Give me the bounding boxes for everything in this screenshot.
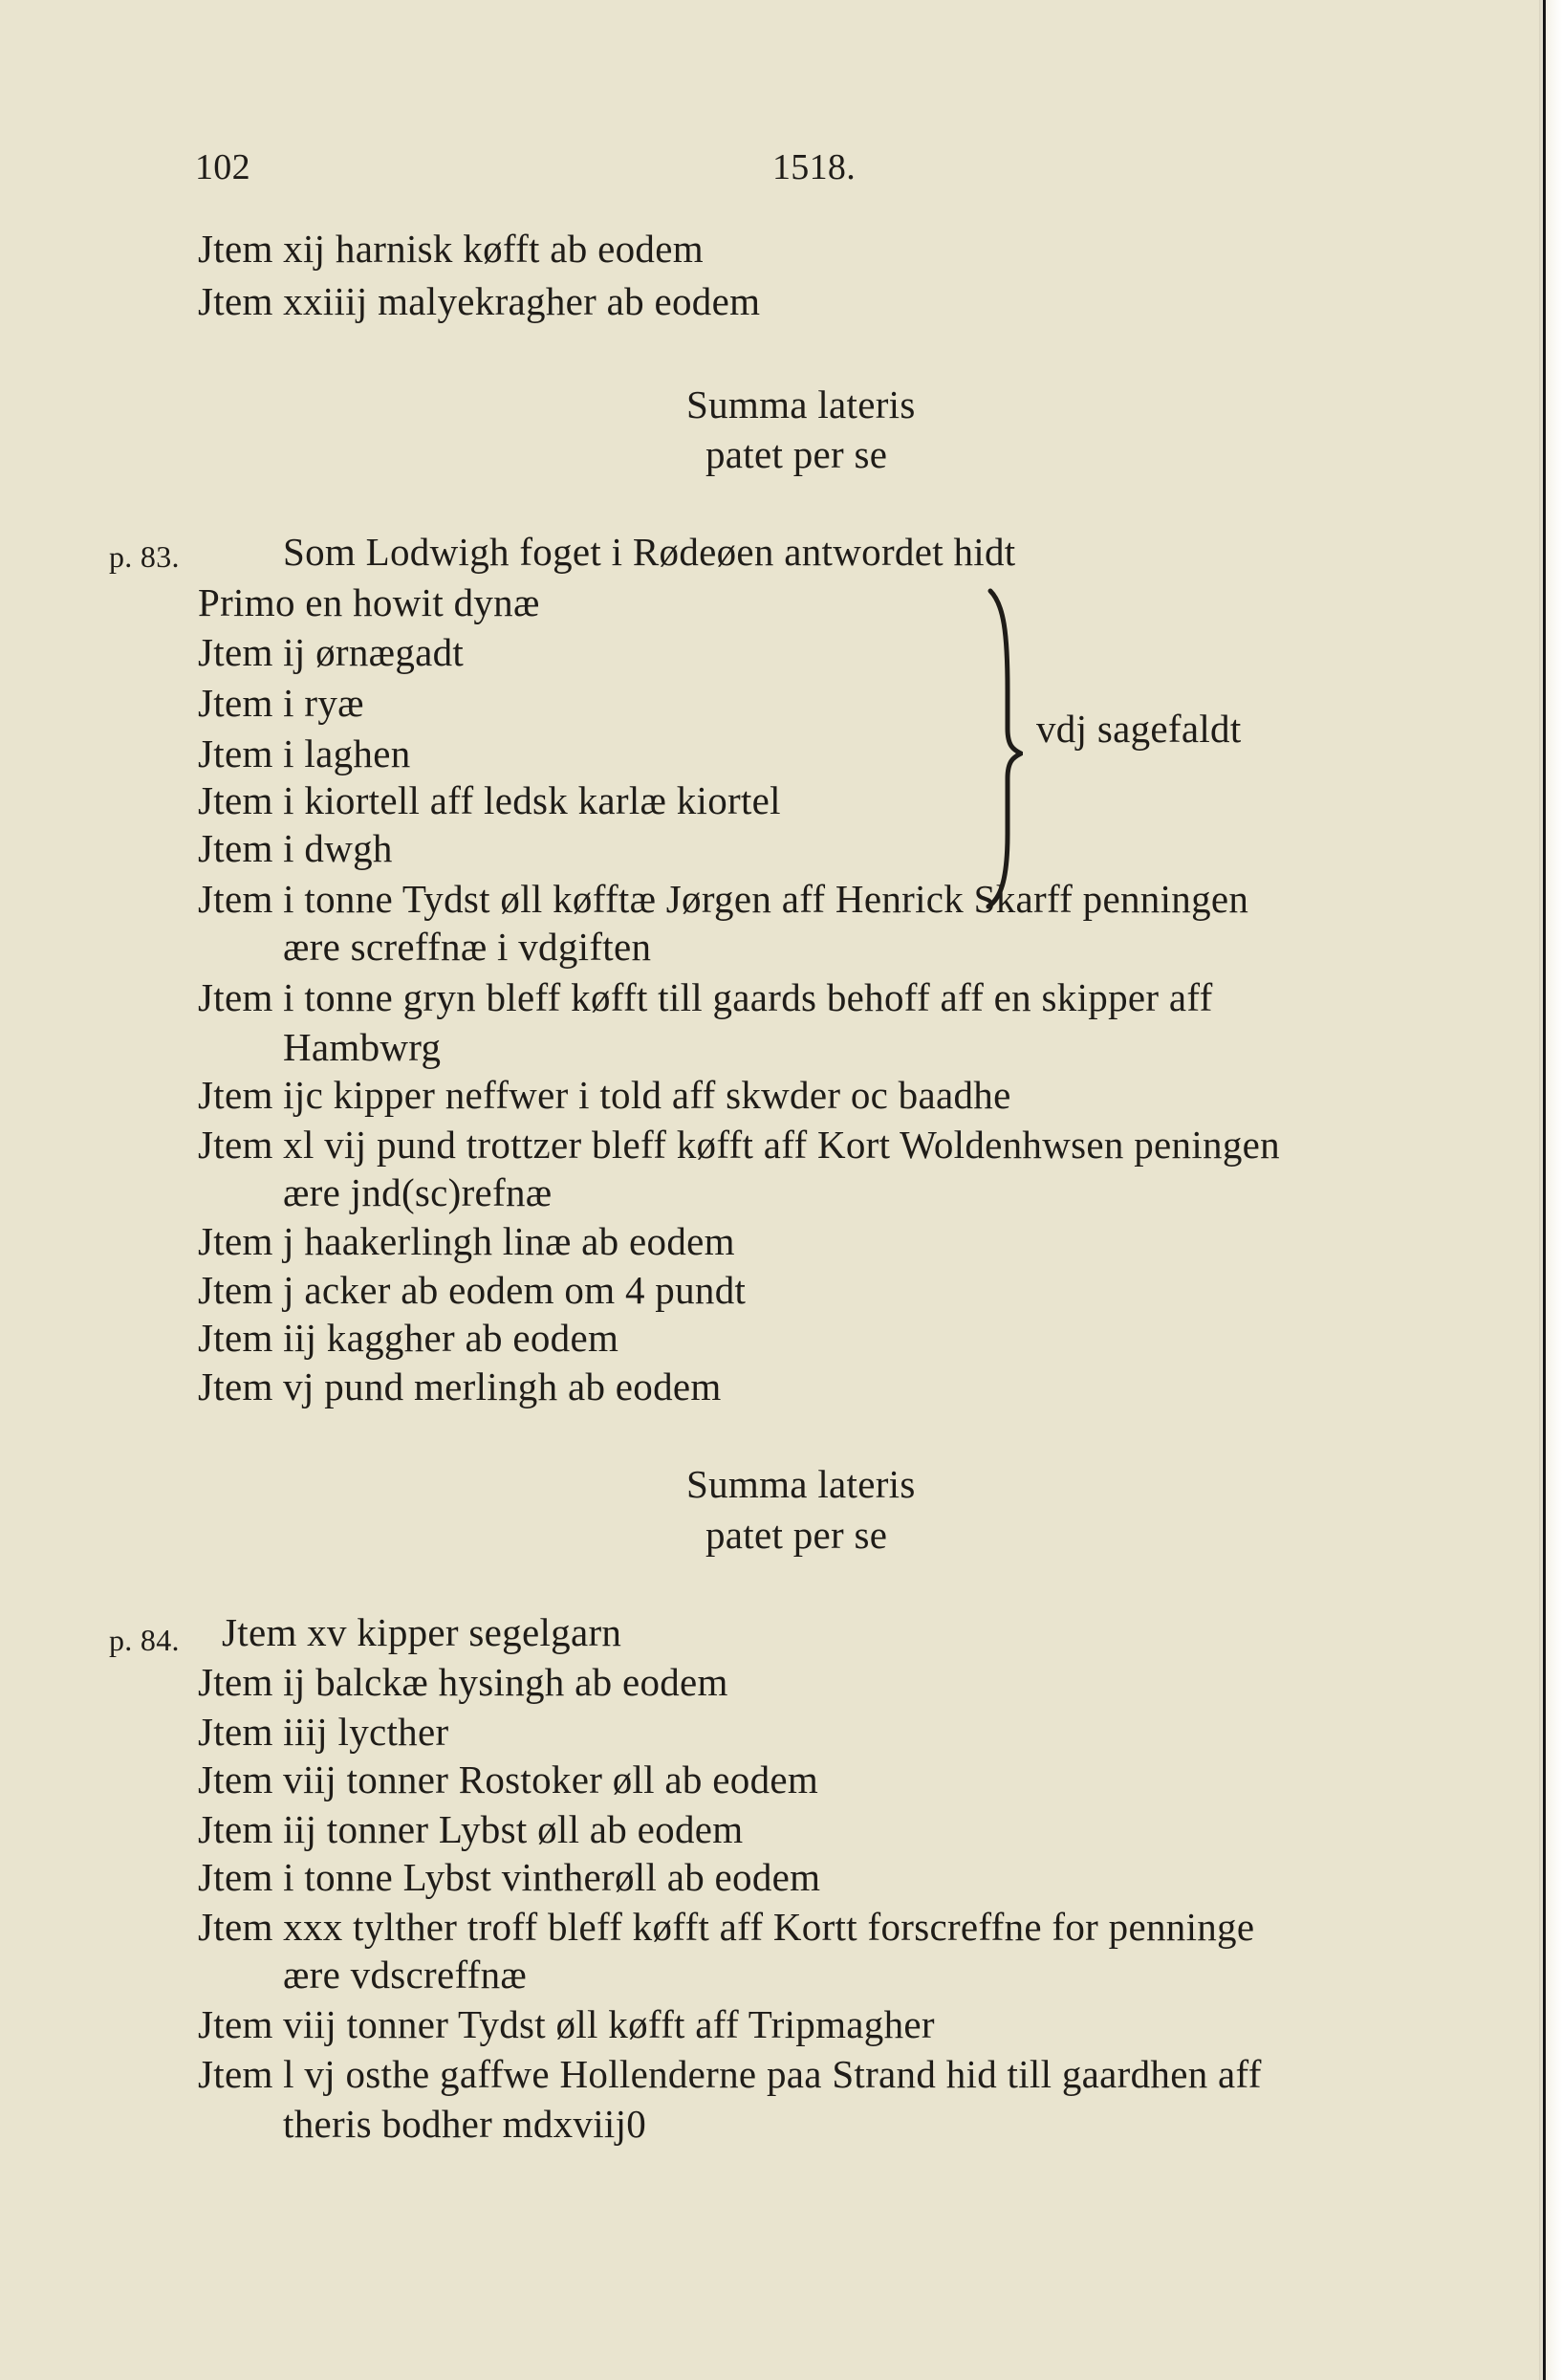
list-item: Jtem i laghen [198, 731, 411, 775]
text-line: Jtem viij tonner Rostoker øll ab eodem [198, 1758, 819, 1801]
text-line: Hambwrg [283, 1025, 442, 1069]
patet-per-se: patet per se [705, 432, 888, 476]
text-line: ære screffnæ i vdgiften [283, 925, 652, 969]
text-line: Jtem iij tonner Lybst øll ab eodem [198, 1807, 744, 1851]
list-item: Jtem i kiortell aff ledsk karlæ kiortel [198, 778, 781, 822]
page-edge [1539, 0, 1562, 2380]
text-line: theris bodher mdxviij0 [283, 2102, 647, 2146]
brace-annotation: vdj sagefaldt [1036, 707, 1242, 751]
text-line: Jtem xl vij pund trottzer bleff køfft aff Kort Woldenhwsen peningen [198, 1123, 1280, 1167]
text-line: Jtem xij harnisk køfft ab eodem [198, 227, 704, 271]
text-line: ære jnd(sc)refnæ [283, 1170, 553, 1214]
list-item: Jtem ij ørnægadt [198, 630, 465, 674]
text-line: Jtem ijc kipper neffwer i told aff skwder oc baadhe [198, 1073, 1011, 1117]
text-line: Jtem xv kipper segelgarn [222, 1610, 622, 1654]
text-line: Jtem l vj osthe gaffwe Hollenderne paa Strand hid till gaardhen aff [198, 2052, 1262, 2096]
margin-page-ref: p. 84. [109, 1623, 180, 1657]
text-line: Jtem iiij lycther [198, 1710, 449, 1754]
text-line: Jtem i tonne Lybst vintherøll ab eodem [198, 1855, 821, 1899]
text-line: Jtem viij tonner Tydst øll køfft aff Tripmagher [198, 2002, 935, 2046]
page-number: 102 [195, 147, 250, 187]
summa-lateris: Summa lateris [686, 1462, 916, 1506]
text-line: Jtem ij balckæ hysingh ab eodem [198, 1660, 728, 1704]
curly-brace [985, 585, 1023, 910]
list-item: Jtem i dwgh [198, 826, 393, 870]
list-item: Primo en howit dynæ [198, 580, 540, 624]
text-line: Jtem i tonne Tydst øll køfftæ Jørgen aff Henrick Skarff penningen [198, 877, 1249, 921]
list-item: Jtem i ryæ [198, 681, 364, 725]
text-line: Jtem vj pund merlingh ab eodem [198, 1365, 722, 1408]
text-line: Jtem i tonne gryn bleff køfft till gaards behoff aff en skipper aff [198, 975, 1213, 1019]
summa-lateris: Summa lateris [686, 382, 916, 426]
text-line: Jtem xxiiij malyekragher ab eodem [198, 279, 761, 323]
patet-per-se: patet per se [705, 1513, 888, 1557]
text-line: Jtem j haakerlingh linæ ab eodem [198, 1219, 735, 1263]
text-line: Jtem iij kaggher ab eodem [198, 1316, 619, 1360]
text-line: ære vdscreffnæ [283, 1953, 528, 1997]
section-heading: Som Lodwigh foget i Rødeøen antwordet hidt [283, 530, 1016, 574]
text-line: Jtem xxx tylther troff bleff køfft aff Kortt forscreffne for penninge [198, 1905, 1255, 1949]
margin-page-ref: p. 83. [109, 539, 180, 574]
page-year: 1518. [772, 147, 856, 187]
text-line: Jtem j acker ab eodem om 4 pundt [198, 1268, 747, 1312]
